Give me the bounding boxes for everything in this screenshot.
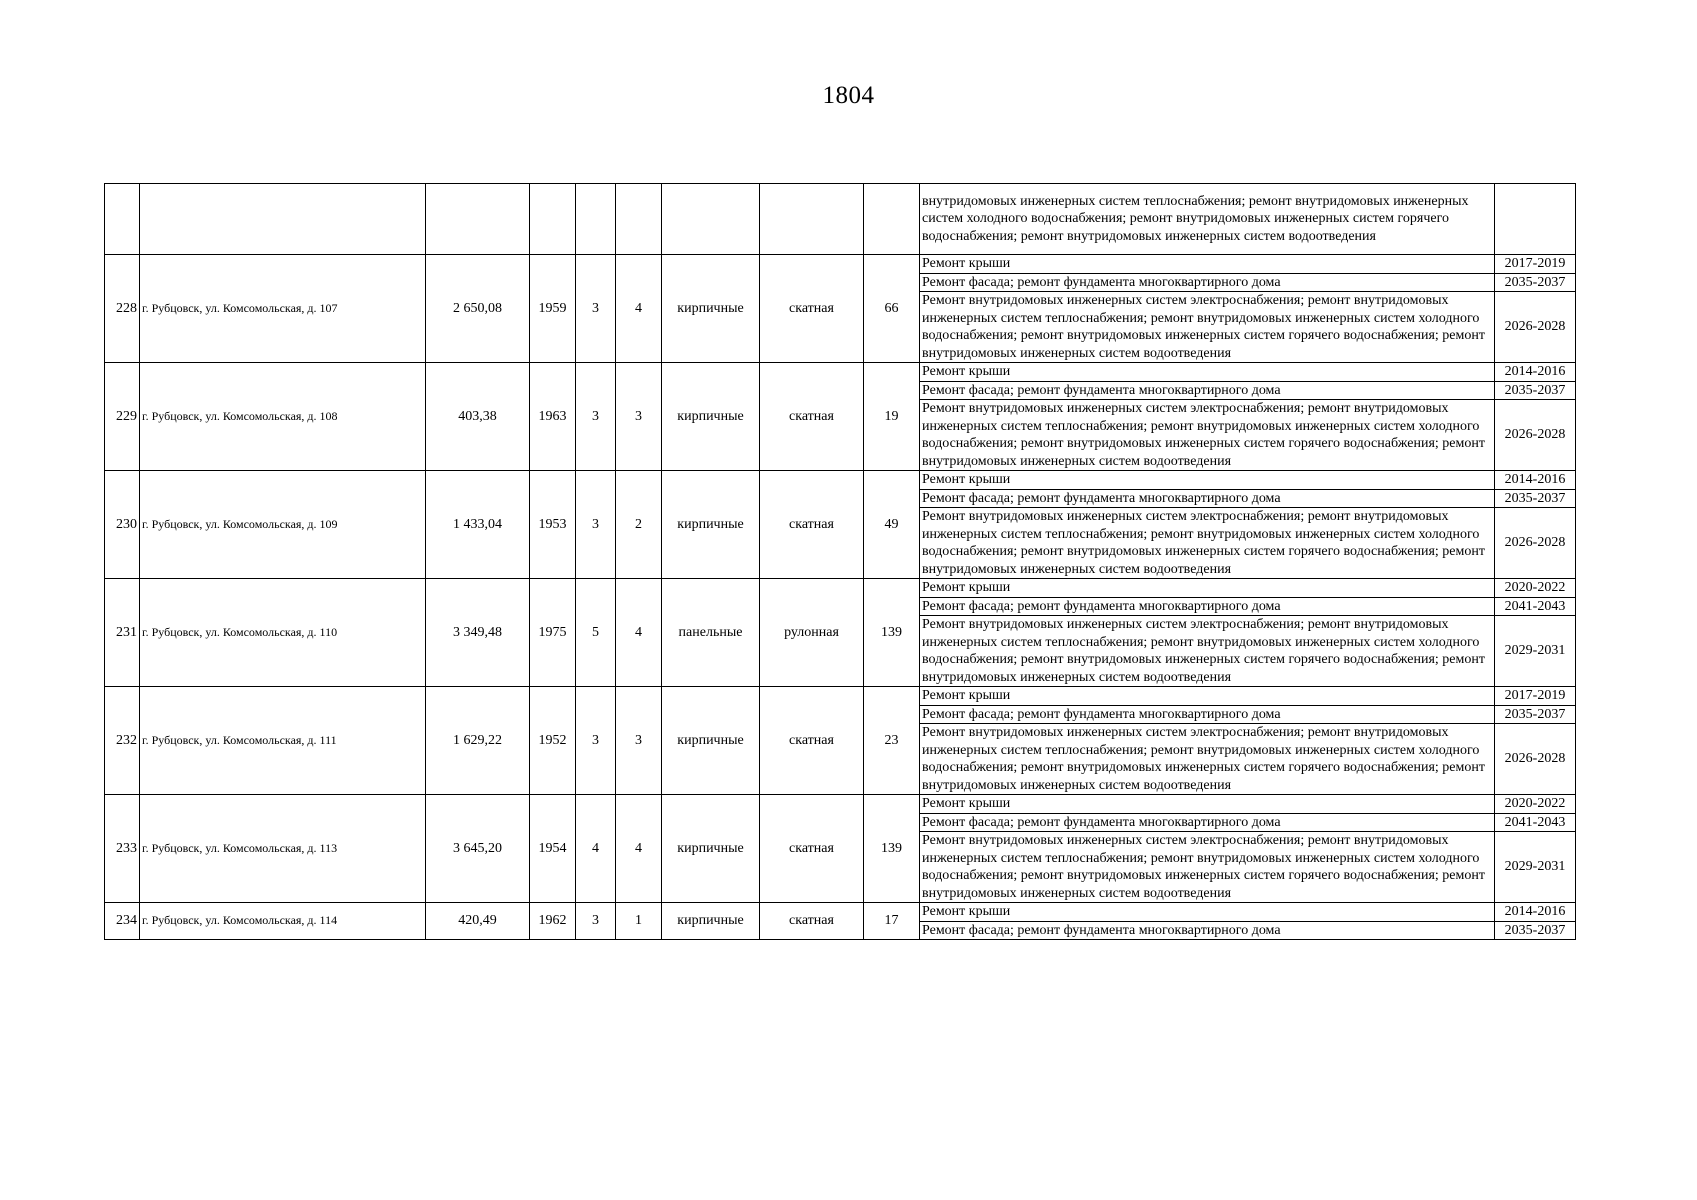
work-period: 2026-2028 <box>1495 292 1576 363</box>
building-address: г. Рубцовск, ул. Комсомольская, д. 109 <box>140 471 426 579</box>
work-description: Ремонт фасада; ремонт фундамента многоквартирного дома <box>920 273 1495 292</box>
work-period: 2041-2043 <box>1495 813 1576 832</box>
work-description: Ремонт фасада; ремонт фундамента многоквартирного дома <box>920 705 1495 724</box>
table-row <box>105 471 1576 490</box>
build-year: 1962 <box>530 903 576 940</box>
table-row <box>105 903 1576 922</box>
floor-count: 3 <box>576 255 616 363</box>
floor-count: 4 <box>576 795 616 903</box>
empty-cell <box>616 184 662 255</box>
work-period: 2026-2028 <box>1495 724 1576 795</box>
empty-cell <box>140 184 426 255</box>
floor-count: 3 <box>576 363 616 471</box>
work-period: 2026-2028 <box>1495 400 1576 471</box>
work-description: Ремонт внутридомовых инженерных систем электроснабжения; ремонт внутридомовых инженерных систем теплоснабжения; ремонт внутридомовых инженерных систем холодного водоснабжения; ремонт внутридомовых инженерных систем горячего водоснабжения; ремонт внутридомовых инженерных систем водоотведения <box>920 724 1495 795</box>
build-year: 1959 <box>530 255 576 363</box>
resident-count: 66 <box>864 255 920 363</box>
resident-count: 23 <box>864 687 920 795</box>
empty-cell <box>662 184 760 255</box>
work-description: внутридомовых инженерных систем теплоснабжения; ремонт внутридомовых инженерных систем холодного водоснабжения; ремонт внутридомовых инженерных систем горячего водоснабжения; ремонт внутридомовых инженерных систем водоотведения <box>920 184 1495 255</box>
work-description: Ремонт внутридомовых инженерных систем электроснабжения; ремонт внутридомовых инженерных систем теплоснабжения; ремонт внутридомовых инженерных систем холодного водоснабжения; ремонт внутридомовых инженерных систем горячего водоснабжения; ремонт внутридомовых инженерных систем водоотведения <box>920 616 1495 687</box>
floor-count: 3 <box>576 903 616 940</box>
row-number: 234 <box>105 903 140 940</box>
work-description: Ремонт крыши <box>920 687 1495 706</box>
build-year: 1963 <box>530 363 576 471</box>
work-period: 2035-2037 <box>1495 489 1576 508</box>
wall-material: кирпичные <box>662 471 760 579</box>
table-row <box>105 255 1576 274</box>
total-area: 2 650,08 <box>426 255 530 363</box>
roof-type: скатная <box>760 903 864 940</box>
row-number: 229 <box>105 363 140 471</box>
roof-type: скатная <box>760 471 864 579</box>
empty-cell <box>426 184 530 255</box>
work-description: Ремонт фасада; ремонт фундамента многоквартирного дома <box>920 921 1495 940</box>
building-address: г. Рубцовск, ул. Комсомольская, д. 110 <box>140 579 426 687</box>
entrance-count: 4 <box>616 255 662 363</box>
roof-type: скатная <box>760 255 864 363</box>
build-year: 1975 <box>530 579 576 687</box>
work-period <box>1495 184 1576 255</box>
total-area: 1 433,04 <box>426 471 530 579</box>
floor-count: 3 <box>576 471 616 579</box>
total-area: 3 645,20 <box>426 795 530 903</box>
work-period: 2014-2016 <box>1495 471 1576 490</box>
empty-cell <box>864 184 920 255</box>
build-year: 1952 <box>530 687 576 795</box>
building-address: г. Рубцовск, ул. Комсомольская, д. 114 <box>140 903 426 940</box>
work-description: Ремонт внутридомовых инженерных систем электроснабжения; ремонт внутридомовых инженерных систем теплоснабжения; ремонт внутридомовых инженерных систем холодного водоснабжения; ремонт внутридомовых инженерных систем горячего водоснабжения; ремонт внутридомовых инженерных систем водоотведения <box>920 832 1495 903</box>
wall-material: кирпичные <box>662 255 760 363</box>
table-row <box>105 579 1576 598</box>
work-period: 2017-2019 <box>1495 687 1576 706</box>
work-description: Ремонт фасада; ремонт фундамента многоквартирного дома <box>920 489 1495 508</box>
floor-count: 3 <box>576 687 616 795</box>
roof-type: рулонная <box>760 579 864 687</box>
row-number: 228 <box>105 255 140 363</box>
entrance-count: 4 <box>616 795 662 903</box>
work-period: 2035-2037 <box>1495 381 1576 400</box>
wall-material: кирпичные <box>662 363 760 471</box>
work-description: Ремонт крыши <box>920 579 1495 598</box>
work-description: Ремонт внутридомовых инженерных систем электроснабжения; ремонт внутридомовых инженерных систем теплоснабжения; ремонт внутридомовых инженерных систем холодного водоснабжения; ремонт внутридомовых инженерных систем горячего водоснабжения; ремонт внутридомовых инженерных систем водоотведения <box>920 508 1495 579</box>
empty-cell <box>760 184 864 255</box>
continuation-row <box>105 184 1576 255</box>
resident-count: 19 <box>864 363 920 471</box>
total-area: 3 349,48 <box>426 579 530 687</box>
total-area: 1 629,22 <box>426 687 530 795</box>
total-area: 403,38 <box>426 363 530 471</box>
wall-material: кирпичные <box>662 687 760 795</box>
building-repair-table <box>104 183 1576 940</box>
total-area: 420,49 <box>426 903 530 940</box>
building-address: г. Рубцовск, ул. Комсомольская, д. 107 <box>140 255 426 363</box>
work-period: 2029-2031 <box>1495 616 1576 687</box>
building-address: г. Рубцовск, ул. Комсомольская, д. 113 <box>140 795 426 903</box>
empty-cell <box>530 184 576 255</box>
wall-material: кирпичные <box>662 795 760 903</box>
building-address: г. Рубцовск, ул. Комсомольская, д. 108 <box>140 363 426 471</box>
resident-count: 17 <box>864 903 920 940</box>
table-row <box>105 795 1576 814</box>
work-period: 2029-2031 <box>1495 832 1576 903</box>
work-description: Ремонт крыши <box>920 363 1495 382</box>
roof-type: скатная <box>760 795 864 903</box>
work-period: 2041-2043 <box>1495 597 1576 616</box>
page-number: 1804 <box>822 82 875 109</box>
work-description: Ремонт фасада; ремонт фундамента многоквартирного дома <box>920 597 1495 616</box>
work-period: 2026-2028 <box>1495 508 1576 579</box>
work-period: 2014-2016 <box>1495 363 1576 382</box>
table-row <box>105 687 1576 706</box>
work-description: Ремонт крыши <box>920 903 1495 922</box>
row-number: 230 <box>105 471 140 579</box>
row-number: 232 <box>105 687 140 795</box>
build-year: 1954 <box>530 795 576 903</box>
build-year: 1953 <box>530 471 576 579</box>
work-period: 2035-2037 <box>1495 921 1576 940</box>
resident-count: 139 <box>864 579 920 687</box>
entrance-count: 3 <box>616 687 662 795</box>
work-period: 2020-2022 <box>1495 579 1576 598</box>
work-description: Ремонт фасада; ремонт фундамента многоквартирного дома <box>920 813 1495 832</box>
work-description: Ремонт крыши <box>920 795 1495 814</box>
entrance-count: 1 <box>616 903 662 940</box>
roof-type: скатная <box>760 687 864 795</box>
roof-type: скатная <box>760 363 864 471</box>
wall-material: панельные <box>662 579 760 687</box>
table-body <box>105 184 1576 940</box>
row-number: 233 <box>105 795 140 903</box>
empty-cell <box>576 184 616 255</box>
entrance-count: 4 <box>616 579 662 687</box>
work-description: Ремонт крыши <box>920 255 1495 274</box>
table-row <box>105 363 1576 382</box>
building-address: г. Рубцовск, ул. Комсомольская, д. 111 <box>140 687 426 795</box>
work-period: 2017-2019 <box>1495 255 1576 274</box>
floor-count: 5 <box>576 579 616 687</box>
empty-cell <box>105 184 140 255</box>
work-period: 2035-2037 <box>1495 705 1576 724</box>
row-number: 231 <box>105 579 140 687</box>
resident-count: 49 <box>864 471 920 579</box>
work-description: Ремонт фасада; ремонт фундамента многоквартирного дома <box>920 381 1495 400</box>
entrance-count: 2 <box>616 471 662 579</box>
work-description: Ремонт крыши <box>920 471 1495 490</box>
work-period: 2020-2022 <box>1495 795 1576 814</box>
work-period: 2014-2016 <box>1495 903 1576 922</box>
work-period: 2035-2037 <box>1495 273 1576 292</box>
work-description: Ремонт внутридомовых инженерных систем электроснабжения; ремонт внутридомовых инженерных систем теплоснабжения; ремонт внутридомовых инженерных систем холодного водоснабжения; ремонт внутридомовых инженерных систем горячего водоснабжения; ремонт внутридомовых инженерных систем водоотведения <box>920 292 1495 363</box>
work-description: Ремонт внутридомовых инженерных систем электроснабжения; ремонт внутридомовых инженерных систем теплоснабжения; ремонт внутридомовых инженерных систем холодного водоснабжения; ремонт внутридомовых инженерных систем горячего водоснабжения; ремонт внутридомовых инженерных систем водоотведения <box>920 400 1495 471</box>
entrance-count: 3 <box>616 363 662 471</box>
resident-count: 139 <box>864 795 920 903</box>
wall-material: кирпичные <box>662 903 760 940</box>
